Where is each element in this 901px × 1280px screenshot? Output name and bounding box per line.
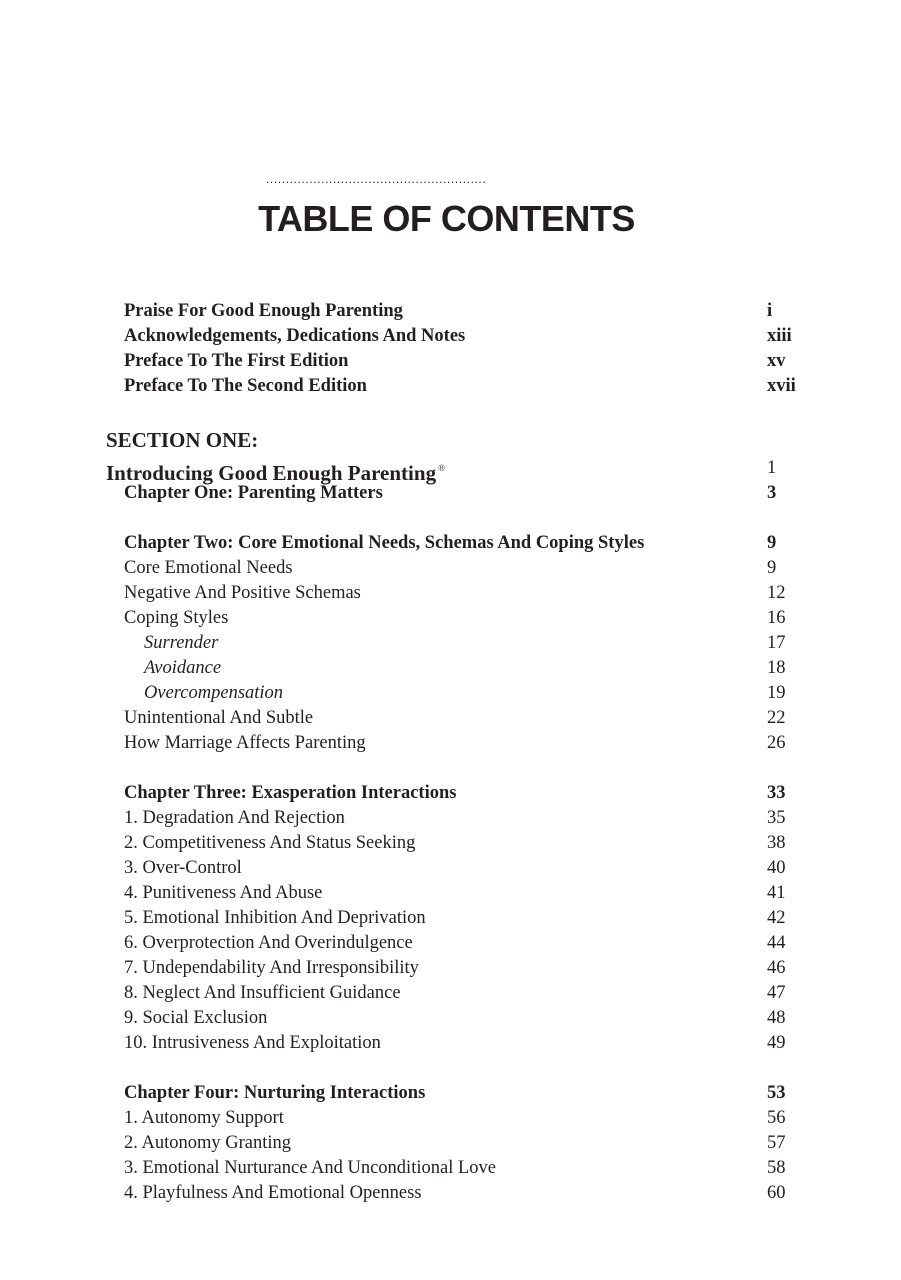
toc-entry[interactable] xyxy=(0,831,901,856)
toc-entry-page: i xyxy=(767,301,773,321)
toc-entry-title: How Marriage Affects Parenting xyxy=(124,733,366,753)
toc-entry[interactable] xyxy=(0,1131,901,1156)
toc-entry-title: Surrender xyxy=(144,633,219,653)
toc-entry-title: 3. Over-Control xyxy=(124,858,242,878)
toc-entry[interactable] xyxy=(0,1006,901,1031)
toc-entry-page: 53 xyxy=(767,1083,786,1103)
toc-entry-title: 4. Playfulness And Emotional Openness xyxy=(124,1183,422,1203)
toc-entry-title: 3. Emotional Nurturance And Unconditional Love xyxy=(124,1158,496,1178)
toc-entry-page: 9 xyxy=(767,558,777,578)
toc-entry-title: Chapter Three: Exasperation Interactions xyxy=(124,783,457,803)
page-title: TABLE OF CONTENTS xyxy=(258,198,635,239)
toc-entry-title: 1. Autonomy Support xyxy=(124,1108,284,1128)
toc-entry-preface-second[interactable] xyxy=(0,374,901,399)
section-label-text: SECTION ONE: xyxy=(106,428,259,452)
decorative-dot-rule: ........................................................ xyxy=(266,172,487,186)
toc-entry-page: 22 xyxy=(767,708,786,728)
toc-entry-chapter-one[interactable] xyxy=(0,481,901,506)
toc-entry-page: 12 xyxy=(767,583,786,603)
toc-entry-page: 16 xyxy=(767,608,786,628)
toc-entry-title: 2. Competitiveness And Status Seeking xyxy=(124,833,416,853)
toc-entry[interactable] xyxy=(0,981,901,1006)
toc-entry-title: Negative And Positive Schemas xyxy=(124,583,361,603)
toc-entry-preface-first[interactable] xyxy=(0,349,901,374)
toc-entry-acknowledgements[interactable] xyxy=(0,324,901,349)
toc-entry[interactable] xyxy=(0,731,901,756)
toc-entry[interactable] xyxy=(0,956,901,981)
section-label xyxy=(0,426,901,454)
toc-entry-page: 38 xyxy=(767,833,786,853)
toc-entry-page: xv xyxy=(767,351,786,371)
toc-entry-page: 17 xyxy=(767,633,786,653)
toc-entry-praise[interactable] xyxy=(0,299,901,324)
toc-subentry[interactable] xyxy=(0,656,901,681)
toc-entry[interactable] xyxy=(0,1156,901,1181)
toc-entry[interactable] xyxy=(0,806,901,831)
toc-entry[interactable] xyxy=(0,856,901,881)
toc-entry-title: Overcompensation xyxy=(144,683,284,703)
toc-entry-title: Preface To The Second Edition xyxy=(124,376,367,396)
toc-entry-title: Praise For Good Enough Parenting xyxy=(124,301,403,321)
toc-entry-page: 56 xyxy=(767,1108,786,1128)
toc-entry[interactable] xyxy=(0,706,901,731)
toc-entry[interactable] xyxy=(0,581,901,606)
toc-entry-page: 19 xyxy=(767,683,786,703)
toc-entry-title: Core Emotional Needs xyxy=(124,558,293,578)
toc-entry-chapter-two[interactable] xyxy=(0,531,901,556)
toc-entry-page: 49 xyxy=(767,1033,786,1053)
toc-entry-title: 2. Autonomy Granting xyxy=(124,1133,292,1153)
registered-mark: ® xyxy=(438,463,445,473)
toc-entry-page: 40 xyxy=(767,858,786,878)
toc-entry-title: Preface To The First Edition xyxy=(124,351,349,371)
toc-entry-title: Coping Styles xyxy=(124,608,229,628)
toc-entry-page: 57 xyxy=(767,1133,786,1153)
toc-entry-section-one[interactable] xyxy=(0,454,901,485)
toc-entry-title: 10. Intrusiveness And Exploitation xyxy=(124,1033,381,1053)
toc-entry-page: 58 xyxy=(767,1158,786,1178)
toc-entry-page: 48 xyxy=(767,1008,786,1028)
toc-entry-title: 8. Neglect And Insufficient Guidance xyxy=(124,983,401,1003)
toc-entry[interactable] xyxy=(0,1031,901,1056)
toc-entry-title: 7. Undependability And Irresponsibility xyxy=(124,958,419,978)
toc-entry-title: 6. Overprotection And Overindulgence xyxy=(124,933,413,953)
toc-entry-title: Chapter Four: Nurturing Interactions xyxy=(124,1083,426,1103)
toc-entry[interactable] xyxy=(0,906,901,931)
toc-entry-chapter-four[interactable] xyxy=(0,1081,901,1106)
toc-entry-page: xiii xyxy=(767,326,792,346)
toc-entry-page: 60 xyxy=(767,1183,786,1203)
toc-entry-page: 26 xyxy=(767,733,786,753)
toc-entry[interactable] xyxy=(0,1181,901,1206)
toc-entry-page: 41 xyxy=(767,883,786,903)
toc-entry-title: 4. Punitiveness And Abuse xyxy=(124,883,323,903)
toc-entry-page: 42 xyxy=(767,908,786,928)
toc-entry-page: 9 xyxy=(767,533,777,553)
toc-entry[interactable] xyxy=(0,1106,901,1131)
toc-entry-page: 3 xyxy=(767,483,777,503)
toc-entry[interactable] xyxy=(0,556,901,581)
toc-entry-title: 1. Degradation And Rejection xyxy=(124,808,345,828)
toc-subentry[interactable] xyxy=(0,681,901,706)
toc-entry-title: Chapter One: Parenting Matters xyxy=(124,483,383,503)
toc-entry-page: 1 xyxy=(767,458,777,478)
toc-entry-title: 5. Emotional Inhibition And Deprivation xyxy=(124,908,426,928)
section-title-text: Introducing Good Enough Parenting xyxy=(106,461,437,485)
toc-entry-page: 35 xyxy=(767,808,786,828)
toc-entry-page: 47 xyxy=(767,983,786,1003)
toc-entry[interactable] xyxy=(0,881,901,906)
toc-entry[interactable] xyxy=(0,606,901,631)
toc-entry-page: xvii xyxy=(767,376,796,396)
toc-entry[interactable] xyxy=(0,931,901,956)
toc-entry-chapter-three[interactable] xyxy=(0,781,901,806)
toc-entry-title: Acknowledgements, Dedications And Notes xyxy=(124,326,466,346)
toc-entry-title: Chapter Two: Core Emotional Needs, Schemas And Coping Styles xyxy=(124,533,645,553)
toc-entry-title: 9. Social Exclusion xyxy=(124,1008,268,1028)
toc-entry-page: 44 xyxy=(767,933,786,953)
toc-entry-title: Unintentional And Subtle xyxy=(124,708,314,728)
toc-entry-title: Avoidance xyxy=(144,658,222,678)
toc-entry-page: 46 xyxy=(767,958,786,978)
toc-entry-page: 18 xyxy=(767,658,786,678)
toc-subentry[interactable] xyxy=(0,631,901,656)
toc-entry-page: 33 xyxy=(767,783,786,803)
